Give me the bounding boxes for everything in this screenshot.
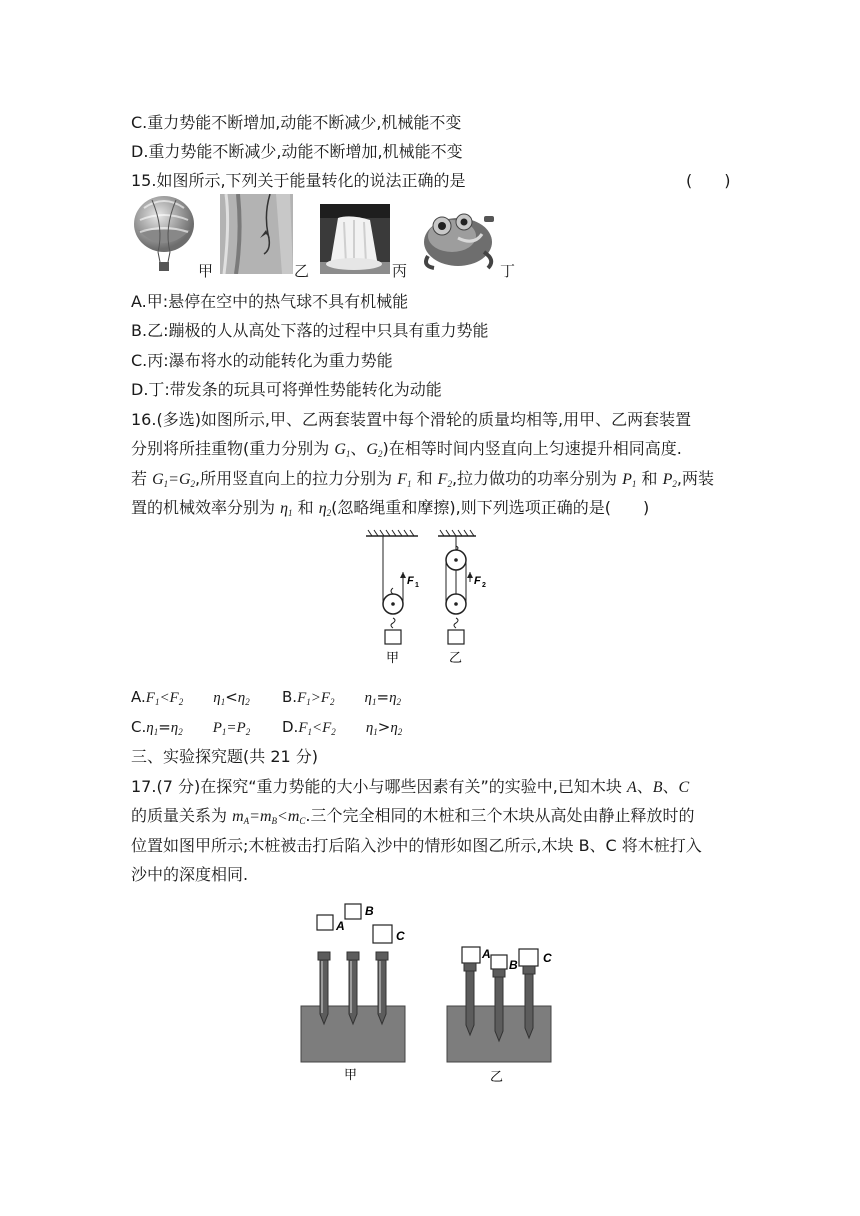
q16-option-d: $D.F_1<F_2$ $\eta_1>\eta_2$ bbox=[282, 718, 403, 737]
q16-pulley-diagram bbox=[360, 528, 520, 670]
q15-image-wind-up-frog bbox=[418, 200, 498, 274]
q14-option-d: D.重力势能不断减少,动能不断增加,机械能不变 bbox=[131, 142, 463, 161]
q15-image-bungee-jump bbox=[220, 194, 293, 274]
q17-line-3: 位置如图甲所示;木桩被击打后陷入沙中的情形如图乙所示,木块 B、C 将木桩打入 bbox=[131, 836, 702, 855]
svg-text:A: A bbox=[336, 919, 345, 933]
q17-line-4: 沙中的深度相同. bbox=[131, 865, 249, 884]
q16-line-3: 若 $G_1=G_2$,所用竖直向上的拉力分别为 $F_1$ 和 $F_2$,拉力做功的功率分别为 $P_1$ 和 $P_2$,两装 bbox=[131, 469, 714, 489]
svg-text:B: B bbox=[509, 958, 518, 972]
q15-option-c: C.丙:瀑布将水的动能转化为重力势能 bbox=[131, 351, 393, 370]
figure-label-yi: 乙 bbox=[449, 650, 463, 665]
svg-text:A: A bbox=[482, 947, 491, 961]
q15-label-jia: 甲 bbox=[198, 262, 214, 280]
q15-label-yi: 乙 bbox=[294, 262, 310, 280]
q15-option-d: D.丁:带发条的玩具可将弹性势能转化为动能 bbox=[131, 380, 442, 399]
q14-option-c: C.重力势能不断增加,动能不断减少,机械能不变 bbox=[131, 113, 462, 132]
q16-option-b: $B.F_1>F_2$ $\eta_1=\eta_2$ bbox=[282, 688, 402, 707]
q15-label-bing: 丙 bbox=[392, 262, 408, 280]
ceiling-left bbox=[366, 530, 418, 536]
f1-label: F bbox=[407, 575, 414, 587]
figure-label-jia: 甲 bbox=[386, 650, 400, 665]
svg-text:C: C bbox=[396, 929, 405, 943]
section-3-title: 三、实验探究题(共 21 分) bbox=[131, 747, 319, 766]
figure-jia bbox=[301, 904, 405, 1082]
svg-text:2: 2 bbox=[482, 582, 486, 589]
q16-line-4: 置的机械效率分别为 $\eta_1$ 和 $\eta_2$(忽略绳重和摩擦),则下列选项正确的是( ) bbox=[131, 498, 650, 518]
q15-stem: 15.如图所示,下列关于能量转化的说法正确的是 bbox=[131, 171, 466, 190]
q17-line-2: 的质量关系为 $m_A=m_B<m_C$.三个完全相同的木桩和三个木块从高处由静止释放时的 bbox=[131, 806, 695, 826]
svg-text:C: C bbox=[543, 951, 552, 965]
q15-label-ding: 丁 bbox=[500, 262, 516, 280]
q15-option-b: B.乙:蹦极的人从高处下落的过程中只具有重力势能 bbox=[131, 321, 489, 340]
q15-answer-bracket: ( ) bbox=[686, 171, 731, 190]
q15-image-waterfall bbox=[320, 204, 390, 274]
ceiling-right bbox=[438, 530, 476, 536]
figure-label-jia-2: 甲 bbox=[344, 1067, 358, 1082]
q16-option-a: $A.F_1<F_2$ $\eta_1<\eta_2$ bbox=[131, 688, 250, 707]
q16-line-2: 分别将所挂重物(重力分别为 $G_1$、$G_2$)在相等时间内竖直向上匀速提升相同高度. bbox=[131, 439, 682, 459]
svg-text:B: B bbox=[365, 904, 374, 918]
q15-option-a: A.甲:悬停在空中的热气球不具有机械能 bbox=[131, 292, 409, 311]
q15-image-hot-air-balloon bbox=[130, 194, 194, 274]
q16-line-1: 16.(多选)如图所示,甲、乙两套装置中每个滑轮的质量均相等,用甲、乙两套装置 bbox=[131, 410, 692, 429]
q16-option-c: $C.\eta_1=\eta_2$ $P_1=P_2$ bbox=[131, 718, 251, 737]
q17-line-1: 17.(7 分)在探究“重力势能的大小与哪些因素有关”的实验中,已知木块 A、B、C bbox=[131, 777, 690, 796]
svg-text:1: 1 bbox=[415, 582, 419, 589]
q17-stake-diagram bbox=[298, 898, 558, 1082]
figure-label-yi-2: 乙 bbox=[490, 1069, 504, 1082]
figure-yi bbox=[447, 947, 552, 1082]
f2-label: F bbox=[474, 575, 481, 587]
